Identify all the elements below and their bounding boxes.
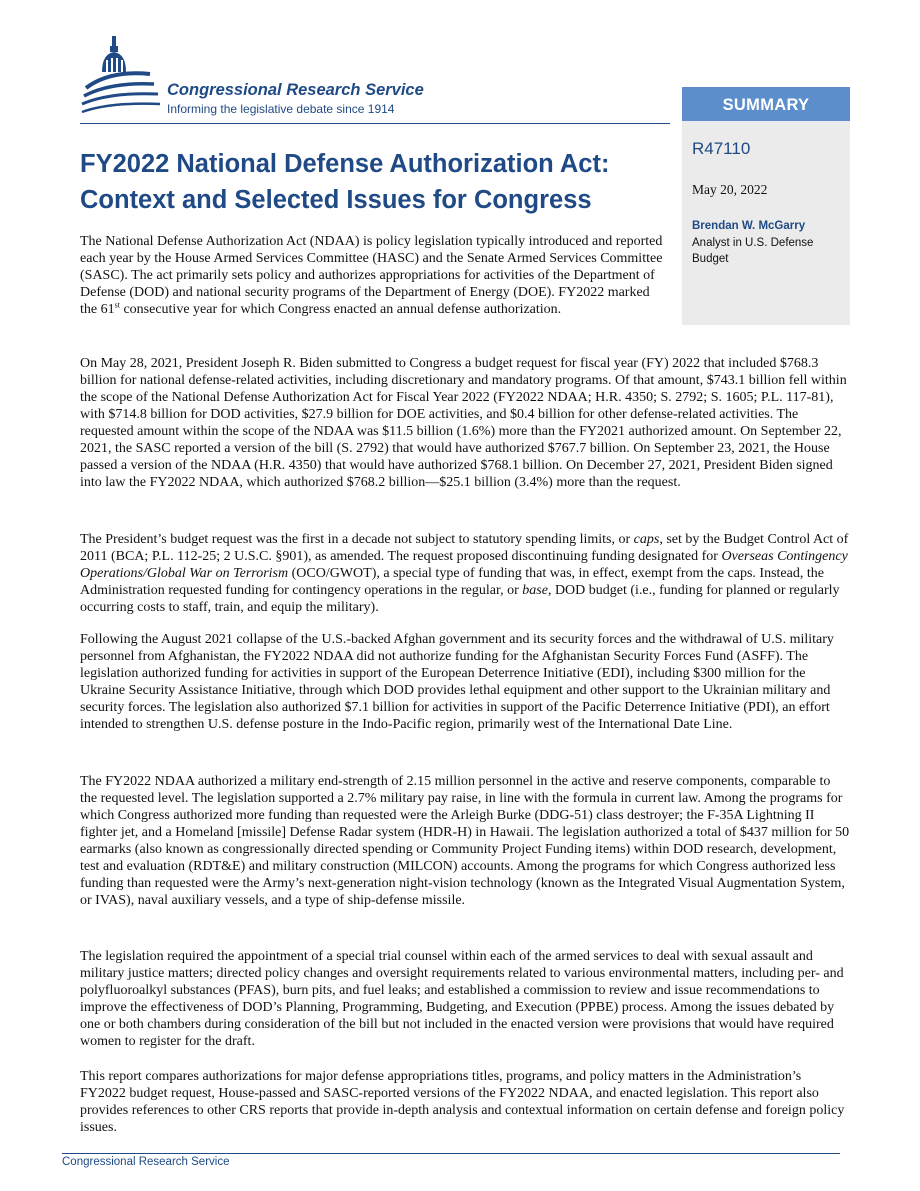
text-run: consecutive year for which Congress enacted an annual defense authorization. (119, 302, 562, 317)
paragraph-afghanistan: Following the August 2021 collapse of the U.S.-backed Afghan government and its security forces and the withdrawal of U.S. military personnel from Afghanistan, the FY2022 NDAA did not authorize funding for the Afghanistan Security Forces Fund (ASFF). The legislation authorized funding for activities in support of the European Deterrence Initiative (EDI), including $300 million for the Ukraine Security Assistance Initiative, through which DOD provides lethal equipment and other support to the Ukrainian military and security forces. The legislation also authorized $7.1 billion for activities in support of the Pacific Deterrence Initiative (PDI), an effort intended to strengthen U.S. defense posture in the Indo-Pacific region, primarily west of the International Date Line. (80, 632, 834, 732)
paragraph-caps (80, 531, 850, 616)
paragraph-budget-request: On May 28, 2021, President Joseph R. Biden submitted to Congress a budget request for fiscal year (FY) 2022 that included $768.3 billion for national defense-related activities, including discretionary and mandatory programs. Of that amount, $743.1 billion fell within the scope of the National Defense Authorization Act for Fiscal Year 2022 (FY2022 NDAA; H.R. 4350; S. 2792; S. 1605; P.L. 117-81), with $714.8 billion for DOD activities, $27.9 billion for DOE activities, and $0.4 billion for other defense-related activities. The requested amount within the scope of the NDAA was $11.5 billion (1.6%) more than the FY2021 authorized amount. On September 22, 2021, the SASC reported a version of the bill (S. 2792) that would have authorized $767.7 billion. On September 23, 2021, the House passed a version of the NDAA (H.R. 4350) that would have authorized $768.1 billion. On December 27, 2021, President Biden signed into law the FY2022 NDAA, which authorized $768.2 billion—$25.1 billion (3.4%) more than the request. (80, 356, 847, 490)
summary-sidebar (682, 87, 850, 325)
italic-term: caps (633, 532, 660, 547)
italic-term: base (522, 583, 548, 598)
crs-logo (80, 34, 480, 124)
text-run: The National Defense Authorization Act (NDAA) is policy legislation typically introduced and reported each year by the House Armed Services Committee (HASC) and the Senate Armed Services Committee (SASC). The act primarily sets policy and authorizes appropriations for activities of the Department of Defense (DOD) and national security programs of the Department of Energy (DOE). FY2022 marked the 61 (80, 234, 663, 317)
paragraph-report-scope: This report compares authorizations for major defense appropriations titles, programs, and policy matters in the Administration’s FY2022 budget request, House-passed and SASC-reported versions of the FY2022 NDAA, and enacted legislation. This report also provides references to other CRS reports that provide in-depth analysis and contextual information on certain defense and foreign policy issues. (80, 1069, 845, 1135)
footer-divider (62, 1153, 840, 1154)
org-name: Congressional Research Service (167, 81, 424, 99)
header-divider (80, 123, 670, 124)
paragraph-end-strength: The FY2022 NDAA authorized a military end-strength of 2.15 million personnel in the active and reserve components, comparable to the requested level. The legislation supported a 2.7% military pay raise, in line with the formula in current law. Among the programs for which Congress authorized more funding than requested were the Arleigh Burke (DDG-51) class destroyer; the F-35A Lightning II fighter jet, and a Homeland [missile] Defense Radar system (HDR-H) in Hawaii. The legislation authorized a total of $437 million for 50 earmarks (also known as congressionally directed spending or Community Project Funding items) within DOD research, development, test and evaluation (RDT&E) and military construction (MILCON) accounts. Among the programs for which Congress authorized less funding than requested were the Army’s next-generation night-vision technology (known as the Integrated Visual Augmentation System, or IVAS), naval auxiliary vessels, and a type of ship-defense missile. (80, 774, 850, 908)
capitol-dome-icon (80, 34, 160, 124)
ordinal-superscript: st (114, 300, 120, 310)
footer-text: Congressional Research Service (62, 1156, 230, 1168)
italic-term: Overseas Contingency Operations/Global War on Terrorism (80, 549, 848, 581)
summary-heading: SUMMARY (682, 87, 850, 121)
author-title: Analyst in U.S. Defense Budget (692, 237, 814, 265)
org-tagline: Informing the legislative debate since 1914 (167, 102, 395, 116)
paragraph-policy: The legislation required the appointment of a special trial counsel within each of the armed services to deal with sexual assault and military justice matters; directed policy changes and oversight requirements related to various environmental matters, including per- and polyfluoroalkyl substances (PFAS), burn pits, and fuel leaks; and established a commission to review and issue recommendations to improve the effectiveness of DOD’s Planning, Programming, Budgeting, and Execution (PPBE) process. Among the issues debated by one or both chambers during consideration of the bill but not included in the enacted version were provisions that would have required women to register for the draft. (80, 949, 844, 1049)
text-run: The President’s budget request was the first in a decade not subject to statutory spending limits, or (80, 532, 634, 547)
paragraph-intro (80, 233, 670, 318)
author-name: Brendan W. McGarry (692, 220, 806, 232)
text-run: , DOD budget (i.e., funding for planned or regularly occurring costs to staff, train, and equip the military). (80, 583, 840, 615)
report-number: R47110 (692, 139, 751, 158)
text-run: , set by the Budget Control Act of 2011 (BCA; P.L. 112-25; 2 U.S.C. §901), as amended. The request proposed discontinuing funding designated for (80, 532, 849, 564)
publication-date: May 20, 2022 (692, 182, 768, 197)
text-run: (OCO/GWOT), a special type of funding that was, in effect, exempt from the caps. Instead, the Administration requested funding for contingency operations in the regular, or (80, 566, 824, 598)
document-title: FY2022 National Defense Authorization Act: Context and Selected Issues for Congress (80, 150, 610, 214)
